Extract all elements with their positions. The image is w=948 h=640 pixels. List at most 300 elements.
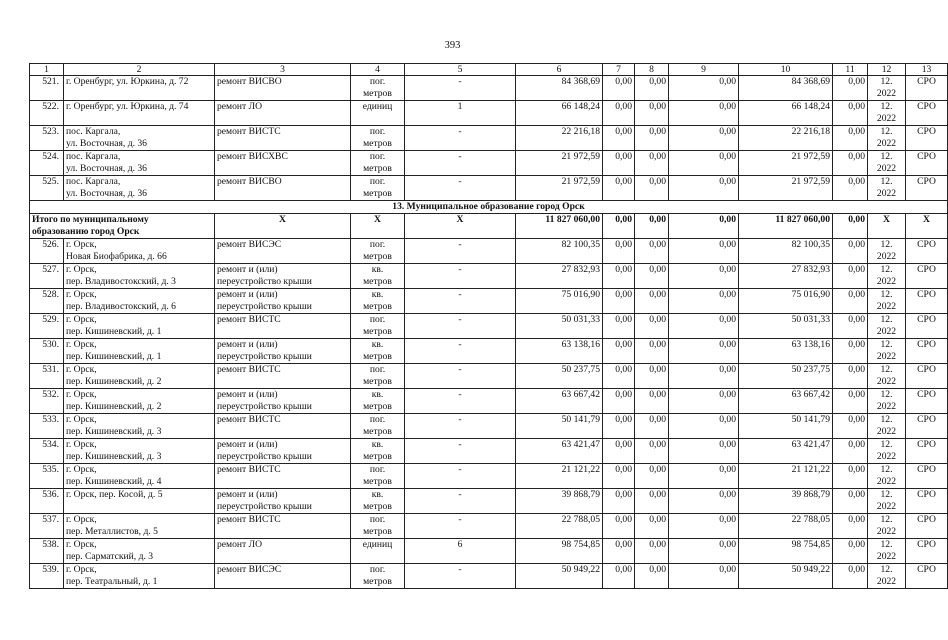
address-cell-line: ул. Восточная, д. 36 — [66, 163, 147, 174]
value-cell: 0,00 — [669, 289, 739, 314]
value-cell: 0,00 — [833, 464, 868, 489]
value-cell: 0,00 — [635, 464, 669, 489]
deadline-cell — [868, 289, 906, 314]
deadline-cell — [868, 514, 906, 539]
column-number-row — [30, 64, 948, 76]
fund-cost-cell: 84 368,69 — [739, 76, 833, 101]
address-cell — [64, 176, 215, 201]
value-cell: 0,00 — [669, 314, 739, 339]
deadline-cell — [868, 264, 906, 289]
column-number: 13 — [906, 64, 948, 76]
address-cell — [64, 414, 215, 439]
address-cell — [64, 151, 215, 176]
table-row — [30, 414, 948, 439]
fund-cost-cell: 63 667,42 — [739, 389, 833, 414]
row-number: 525. — [30, 176, 64, 201]
deadline-cell-line: 2022 — [876, 351, 897, 362]
work-type-cell-line: ремонт ВИСХВС — [217, 151, 288, 162]
table-row — [30, 564, 948, 589]
total-label-line: Итого по муниципальному — [32, 214, 149, 225]
unit-cell — [351, 539, 405, 564]
value-cell: 0,00 — [603, 239, 635, 264]
work-type-cell — [215, 539, 351, 564]
address-cell-line: г. Оренбург, ул. Юркина, д. 72 — [66, 76, 189, 87]
unit-cell-line: пог. — [369, 314, 386, 325]
cost-total-cell: 22 216,18 — [516, 126, 603, 151]
total-x: X — [906, 214, 948, 239]
executor-cell: СРО — [906, 439, 948, 464]
table-row — [30, 76, 948, 101]
deadline-cell — [868, 489, 906, 514]
value-cell: 0,00 — [833, 239, 868, 264]
work-type-cell-line: ремонт ВИСТС — [217, 364, 281, 375]
work-type-cell-line: ремонт и (или) — [217, 439, 278, 450]
deadline-cell-line: 12. — [880, 489, 893, 500]
value-cell: 0,00 — [669, 464, 739, 489]
unit-cell-line: метров — [363, 476, 392, 487]
fund-cost-cell: 50 141,79 — [739, 414, 833, 439]
value-cell: 0,00 — [669, 101, 739, 126]
deadline-cell-line: 2022 — [876, 551, 897, 562]
quantity-cell: - — [405, 239, 516, 264]
row-number: 528. — [30, 289, 64, 314]
unit-cell — [351, 126, 405, 151]
value-cell: 0,00 — [833, 564, 868, 589]
total-row — [30, 214, 948, 239]
deadline-cell — [868, 439, 906, 464]
value-cell: 0,00 — [833, 126, 868, 151]
unit-cell — [351, 151, 405, 176]
address-cell-line: пер. Кишиневский, д. 2 — [66, 376, 162, 387]
fund-cost-cell: 98 754,85 — [739, 539, 833, 564]
table-row — [30, 239, 948, 264]
work-type-cell-line: ремонт ВИСЭС — [217, 239, 282, 250]
executor-cell: СРО — [906, 364, 948, 389]
address-cell — [64, 76, 215, 101]
value-cell: 0,00 — [603, 489, 635, 514]
quantity-cell: - — [405, 564, 516, 589]
value-cell: 0,00 — [603, 539, 635, 564]
cost-total-cell: 50 237,75 — [516, 364, 603, 389]
value-cell: 0,00 — [635, 289, 669, 314]
work-type-cell-line: ремонт и (или) — [217, 264, 278, 275]
quantity-cell: - — [405, 364, 516, 389]
row-number: 538. — [30, 539, 64, 564]
value-cell: 0,00 — [833, 389, 868, 414]
value-cell: 0,00 — [635, 389, 669, 414]
table-row — [30, 464, 948, 489]
value-cell: 0,00 — [669, 364, 739, 389]
table-row — [30, 539, 948, 564]
total-value: 0,00 — [635, 214, 669, 239]
work-type-cell-line: ремонт и (или) — [217, 389, 278, 400]
address-cell — [64, 339, 215, 364]
table-row — [30, 314, 948, 339]
value-cell: 0,00 — [669, 176, 739, 201]
table-body — [30, 64, 948, 589]
unit-cell-line: метров — [363, 326, 392, 337]
work-type-cell-line: переустройство крыши — [217, 351, 312, 362]
total-value: 0,00 — [603, 214, 635, 239]
value-cell: 0,00 — [635, 414, 669, 439]
row-number: 522. — [30, 101, 64, 126]
value-cell: 0,00 — [669, 564, 739, 589]
value-cell: 0,00 — [669, 489, 739, 514]
value-cell: 0,00 — [635, 126, 669, 151]
deadline-cell-line: 2022 — [876, 376, 897, 387]
deadline-cell — [868, 539, 906, 564]
unit-cell-line: пог. — [369, 126, 386, 137]
table-row — [30, 339, 948, 364]
value-cell: 0,00 — [603, 289, 635, 314]
deadline-cell — [868, 76, 906, 101]
deadline-cell-line: 12. — [880, 389, 893, 400]
address-cell-line: пер. Кишиневский, д. 1 — [66, 326, 162, 337]
value-cell: 0,00 — [833, 339, 868, 364]
fund-cost-cell: 27 832,93 — [739, 264, 833, 289]
work-type-cell-line: ремонт ВИСТС — [217, 314, 281, 325]
deadline-cell-line: 2022 — [876, 401, 897, 412]
row-number: 530. — [30, 339, 64, 364]
value-cell: 0,00 — [635, 364, 669, 389]
quantity-cell: - — [405, 314, 516, 339]
cost-total-cell: 21 972,59 — [516, 151, 603, 176]
value-cell: 0,00 — [833, 314, 868, 339]
address-cell — [64, 514, 215, 539]
unit-cell-line: метров — [363, 376, 392, 387]
cost-total-cell: 50 031,33 — [516, 314, 603, 339]
unit-cell-line: пог. — [369, 364, 386, 375]
unit-cell-line: пог. — [369, 239, 386, 250]
value-cell: 0,00 — [603, 151, 635, 176]
work-type-cell — [215, 176, 351, 201]
executor-cell: СРО — [906, 389, 948, 414]
value-cell: 0,00 — [635, 239, 669, 264]
value-cell: 0,00 — [603, 514, 635, 539]
value-cell: 0,00 — [603, 101, 635, 126]
deadline-cell-line: 12. — [880, 364, 893, 375]
executor-cell: СРО — [906, 76, 948, 101]
value-cell: 0,00 — [833, 101, 868, 126]
value-cell: 0,00 — [603, 389, 635, 414]
unit-cell — [351, 414, 405, 439]
deadline-cell-line: 2022 — [876, 88, 897, 99]
deadline-cell-line: 2022 — [876, 138, 897, 149]
unit-cell-line: метров — [363, 401, 392, 412]
unit-cell-line: метров — [363, 351, 392, 362]
fund-cost-cell: 63 138,16 — [739, 339, 833, 364]
capital-repair-table — [29, 63, 948, 589]
address-cell-line: г. Орск, — [66, 514, 97, 525]
deadline-cell-line: 12. — [880, 239, 893, 250]
table-row — [30, 151, 948, 176]
column-number: 6 — [516, 64, 603, 76]
deadline-cell-line: 12. — [880, 126, 893, 137]
unit-cell-line: единиц — [362, 101, 393, 112]
quantity-cell: - — [405, 464, 516, 489]
work-type-cell-line: ремонт и (или) — [217, 289, 278, 300]
fund-cost-cell: 21 121,22 — [739, 464, 833, 489]
unit-cell-line: кв. — [371, 339, 384, 350]
unit-cell — [351, 464, 405, 489]
work-type-cell — [215, 489, 351, 514]
deadline-cell — [868, 364, 906, 389]
row-number: 533. — [30, 414, 64, 439]
executor-cell: СРО — [906, 314, 948, 339]
section-row — [30, 201, 948, 214]
value-cell: 0,00 — [669, 414, 739, 439]
cost-total-cell: 50 949,22 — [516, 564, 603, 589]
total-label — [30, 214, 215, 239]
address-cell — [64, 239, 215, 264]
cost-total-cell: 75 016,90 — [516, 289, 603, 314]
work-type-cell-line: ремонт ВИСВО — [217, 176, 282, 187]
executor-cell: СРО — [906, 264, 948, 289]
value-cell: 0,00 — [833, 514, 868, 539]
unit-cell — [351, 339, 405, 364]
cost-total-cell: 63 138,16 — [516, 339, 603, 364]
address-cell-line: г. Орск, — [66, 264, 97, 275]
column-number: 5 — [405, 64, 516, 76]
value-cell: 0,00 — [635, 264, 669, 289]
quantity-cell: - — [405, 289, 516, 314]
fund-cost-cell: 50 237,75 — [739, 364, 833, 389]
address-cell-line: г. Орск, — [66, 239, 97, 250]
value-cell: 0,00 — [669, 76, 739, 101]
work-type-cell — [215, 339, 351, 364]
address-cell-line: г. Оренбург, ул. Юркина, д. 74 — [66, 101, 189, 112]
deadline-cell-line: 12. — [880, 464, 893, 475]
executor-cell: СРО — [906, 414, 948, 439]
quantity-cell: 1 — [405, 101, 516, 126]
row-number: 539. — [30, 564, 64, 589]
unit-cell-line: кв. — [371, 439, 384, 450]
deadline-cell — [868, 176, 906, 201]
work-type-cell — [215, 126, 351, 151]
total-x: X — [405, 214, 516, 239]
quantity-cell: - — [405, 151, 516, 176]
deadline-cell — [868, 564, 906, 589]
quantity-cell: - — [405, 176, 516, 201]
work-type-cell — [215, 76, 351, 101]
work-type-cell — [215, 439, 351, 464]
fund-cost-cell: 22 788,05 — [739, 514, 833, 539]
quantity-cell: - — [405, 439, 516, 464]
value-cell: 0,00 — [635, 514, 669, 539]
deadline-cell — [868, 464, 906, 489]
cost-total-cell: 84 368,69 — [516, 76, 603, 101]
deadline-cell-line: 2022 — [876, 276, 897, 287]
work-type-cell — [215, 514, 351, 539]
value-cell: 0,00 — [833, 76, 868, 101]
deadline-cell — [868, 389, 906, 414]
address-cell-line: Новая Биофабрика, д. 66 — [66, 251, 167, 262]
value-cell: 0,00 — [603, 339, 635, 364]
value-cell: 0,00 — [635, 339, 669, 364]
row-number: 521. — [30, 76, 64, 101]
deadline-cell — [868, 314, 906, 339]
work-type-cell — [215, 564, 351, 589]
work-type-cell — [215, 151, 351, 176]
value-cell: 0,00 — [635, 539, 669, 564]
column-number: 9 — [669, 64, 739, 76]
work-type-cell-line: ремонт ВИСТС — [217, 514, 281, 525]
work-type-cell — [215, 264, 351, 289]
deadline-cell-line: 12. — [880, 176, 893, 187]
address-cell — [64, 289, 215, 314]
work-type-cell — [215, 101, 351, 126]
address-cell-line: пер. Кишиневский, д. 3 — [66, 426, 162, 437]
quantity-cell: - — [405, 414, 516, 439]
table-row — [30, 489, 948, 514]
unit-cell-line: кв. — [371, 389, 384, 400]
unit-cell — [351, 389, 405, 414]
executor-cell: СРО — [906, 489, 948, 514]
address-cell — [64, 126, 215, 151]
cost-total-cell: 21 121,22 — [516, 464, 603, 489]
quantity-cell: - — [405, 76, 516, 101]
work-type-cell — [215, 464, 351, 489]
unit-cell-line: пог. — [369, 514, 386, 525]
executor-cell: СРО — [906, 101, 948, 126]
deadline-cell-line: 12. — [880, 289, 893, 300]
value-cell: 0,00 — [635, 314, 669, 339]
address-cell — [64, 539, 215, 564]
address-cell-line: пос. Каргала, — [66, 126, 121, 137]
unit-cell — [351, 264, 405, 289]
deadline-cell-line: 12. — [880, 339, 893, 350]
total-fund-cost: 11 827 060,00 — [739, 214, 833, 239]
unit-cell-line: метров — [363, 501, 392, 512]
value-cell: 0,00 — [603, 264, 635, 289]
value-cell: 0,00 — [669, 126, 739, 151]
deadline-cell-line: 12. — [880, 514, 893, 525]
address-cell-line: г. Орск, — [66, 339, 97, 350]
unit-cell-line: метров — [363, 251, 392, 262]
cost-total-cell: 66 148,24 — [516, 101, 603, 126]
unit-cell — [351, 289, 405, 314]
unit-cell-line: метров — [363, 301, 392, 312]
unit-cell — [351, 439, 405, 464]
deadline-cell-line: 2022 — [876, 501, 897, 512]
column-number: 11 — [833, 64, 868, 76]
row-number: 537. — [30, 514, 64, 539]
row-number: 527. — [30, 264, 64, 289]
value-cell: 0,00 — [669, 339, 739, 364]
deadline-cell — [868, 239, 906, 264]
cost-total-cell: 21 972,59 — [516, 176, 603, 201]
value-cell: 0,00 — [833, 489, 868, 514]
value-cell: 0,00 — [603, 314, 635, 339]
value-cell: 0,00 — [635, 439, 669, 464]
address-cell — [64, 264, 215, 289]
unit-cell-line: кв. — [371, 289, 384, 300]
deadline-cell-line: 12. — [880, 439, 893, 450]
column-number: 3 — [215, 64, 351, 76]
value-cell: 0,00 — [833, 539, 868, 564]
work-type-cell-line: ремонт ВИСВО — [217, 76, 282, 87]
value-cell: 0,00 — [669, 439, 739, 464]
unit-cell-line: пог. — [369, 176, 386, 187]
value-cell: 0,00 — [833, 414, 868, 439]
total-x: X — [868, 214, 906, 239]
deadline-cell-line: 12. — [880, 564, 893, 575]
deadline-cell-line: 2022 — [876, 251, 897, 262]
work-type-cell — [215, 314, 351, 339]
total-x: X — [215, 214, 351, 239]
deadline-cell — [868, 126, 906, 151]
address-cell-line: г. Орск, — [66, 364, 97, 375]
quantity-cell: - — [405, 264, 516, 289]
column-number: 8 — [635, 64, 669, 76]
unit-cell-line: единиц — [362, 539, 393, 550]
value-cell: 0,00 — [603, 176, 635, 201]
fund-cost-cell: 66 148,24 — [739, 101, 833, 126]
column-number: 12 — [868, 64, 906, 76]
work-type-cell-line: ремонт ВИСТС — [217, 414, 281, 425]
cost-total-cell: 82 100,35 — [516, 239, 603, 264]
value-cell: 0,00 — [669, 151, 739, 176]
unit-cell-line: кв. — [371, 264, 384, 275]
work-type-cell-line: ремонт ЛО — [217, 539, 263, 550]
address-cell-line: г. Орск, пер. Косой, д. 5 — [66, 489, 163, 500]
unit-cell — [351, 176, 405, 201]
deadline-cell-line: 2022 — [876, 163, 897, 174]
address-cell-line: пер. Театральный, д. 1 — [66, 576, 158, 587]
work-type-cell-line: переустройство крыши — [217, 451, 312, 462]
cost-total-cell: 27 832,93 — [516, 264, 603, 289]
value-cell: 0,00 — [635, 176, 669, 201]
address-cell-line: г. Орск, — [66, 389, 97, 400]
table-row — [30, 514, 948, 539]
address-cell — [64, 389, 215, 414]
work-type-cell-line: переустройство крыши — [217, 401, 312, 412]
address-cell-line: пер. Кишиневский, д. 2 — [66, 401, 162, 412]
unit-cell — [351, 76, 405, 101]
deadline-cell — [868, 151, 906, 176]
work-type-cell-line: переустройство крыши — [217, 276, 312, 287]
column-number: 1 — [30, 64, 64, 76]
table-row — [30, 264, 948, 289]
value-cell: 0,00 — [603, 76, 635, 101]
row-number: 526. — [30, 239, 64, 264]
deadline-cell — [868, 414, 906, 439]
deadline-cell-line: 2022 — [876, 301, 897, 312]
quantity-cell: - — [405, 389, 516, 414]
unit-cell-line: метров — [363, 276, 392, 287]
value-cell: 0,00 — [603, 464, 635, 489]
executor-cell: СРО — [906, 514, 948, 539]
address-cell-line: г. Орск, — [66, 414, 97, 425]
work-type-cell-line: ремонт ВИСТС — [217, 464, 281, 475]
deadline-cell-line: 12. — [880, 151, 893, 162]
work-type-cell — [215, 289, 351, 314]
quantity-cell: - — [405, 514, 516, 539]
deadline-cell-line: 12. — [880, 264, 893, 275]
work-type-cell-line: ремонт и (или) — [217, 339, 278, 350]
column-number: 10 — [739, 64, 833, 76]
value-cell: 0,00 — [669, 264, 739, 289]
address-cell-line: пер. Кишиневский, д. 1 — [66, 351, 162, 362]
value-cell: 0,00 — [833, 264, 868, 289]
value-cell: 0,00 — [833, 364, 868, 389]
executor-cell: СРО — [906, 151, 948, 176]
unit-cell-line: метров — [363, 163, 392, 174]
total-x: X — [351, 214, 405, 239]
work-type-cell-line: переустройство крыши — [217, 501, 312, 512]
total-value: 0,00 — [669, 214, 739, 239]
column-number: 4 — [351, 64, 405, 76]
